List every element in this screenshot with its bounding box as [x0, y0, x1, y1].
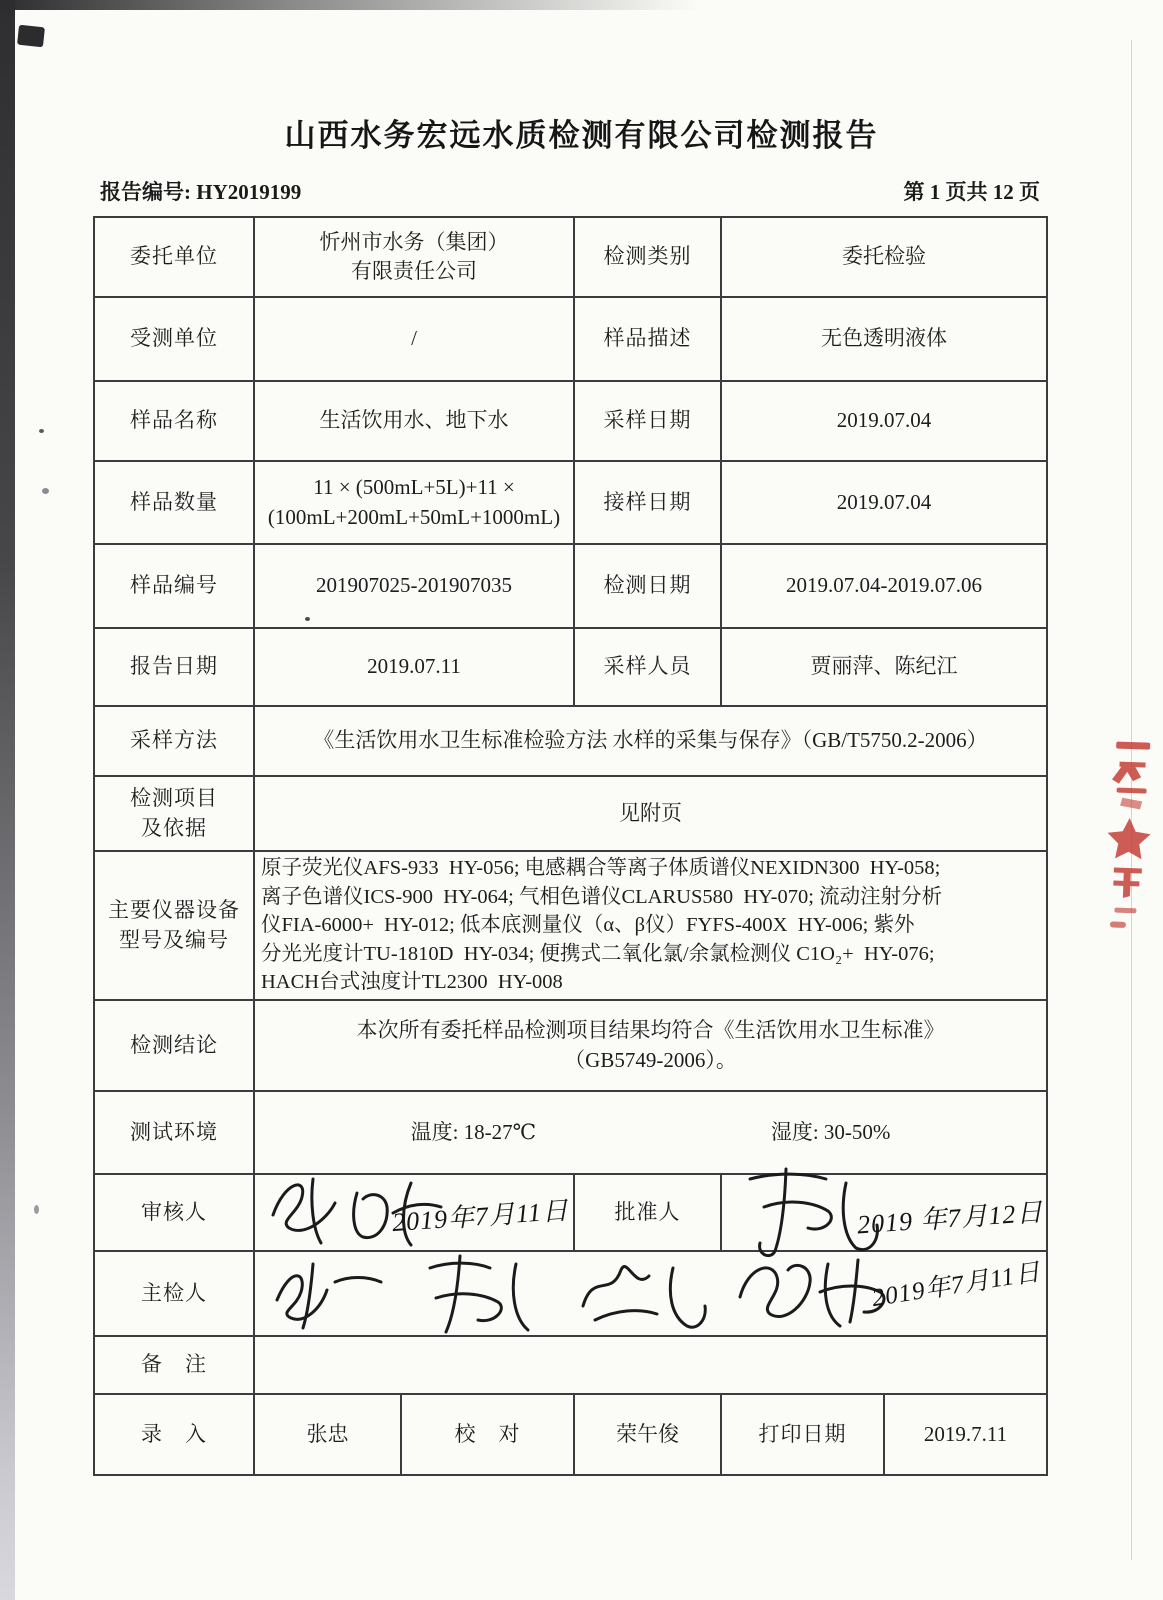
- report-date-value: 2019.07.11: [254, 628, 574, 706]
- approver-label: 批准人: [574, 1174, 721, 1251]
- instruments-line3: 仪FIA-6000+ HY-012; 低本底测量仪（α、β仪）FYFS-400X HY-006; 紫外: [261, 914, 915, 937]
- chief-signature-2: [420, 1246, 560, 1341]
- items-basis-label: [94, 776, 254, 851]
- row-entry: [94, 1394, 1047, 1475]
- report-meta-row: [100, 176, 1040, 206]
- row-tested-unit: [94, 297, 1047, 381]
- conclusion-value: [254, 1000, 1047, 1091]
- page-indicator: 第 1 页共 12 页: [903, 180, 1040, 204]
- scan-speck: [42, 488, 49, 494]
- sampler-value: 贾丽萍、陈纪江: [721, 628, 1047, 706]
- sample-name-label: 样品名称: [94, 381, 254, 461]
- tested-unit-label: 受测单位: [94, 297, 254, 381]
- sampling-date-label: 采样日期: [574, 381, 721, 461]
- reviewer-signature-cell: [254, 1174, 574, 1251]
- red-seal: [1103, 740, 1155, 935]
- receive-date-label: 接样日期: [574, 461, 721, 544]
- sampling-method-value: 《生活饮用水卫生标准检验方法 水样的采集与保存》（GB/T5750.2-2006）: [254, 706, 1047, 776]
- test-type-value: 委托检验: [721, 217, 1047, 297]
- conclusion-line1: 本次所有委托样品检测项目结果均符合《生活饮用水卫生标准》: [356, 1018, 945, 1043]
- receive-date-value: 2019.07.04: [721, 461, 1047, 544]
- remarks-label: 备 注: [94, 1336, 254, 1394]
- instruments-line4: 分光光度计TU-1810D HY-034; 便携式二氧化氯/余氯检测仪 C1O₂+ HY-076;: [261, 942, 935, 965]
- sample-qty-line2: (100mL+200mL+50mL+1000mL): [267, 504, 561, 529]
- row-sample-qty: [94, 461, 1047, 544]
- approver-signature-cell: [721, 1174, 1047, 1251]
- row-sampling-method: [94, 706, 1047, 776]
- page-title: 山西水务宏远水质检测有限公司检测报告: [284, 118, 879, 153]
- report-table: [93, 216, 1048, 1476]
- row-review: [94, 1174, 1047, 1251]
- report-number: 报告编号: HY2019199: [100, 180, 302, 204]
- sampling-date-value: 2019.07.04: [721, 381, 1047, 461]
- instruments-line1: 原子荧光仪AFS-933 HY-056; 电感耦合等离子体质谱仪NEXIDN300 HY-058;: [261, 857, 941, 880]
- row-sample-name: [94, 381, 1047, 461]
- test-date-value: 2019.07.04-2019.07.06: [721, 544, 1047, 628]
- test-type-label: 检测类别: [574, 217, 721, 297]
- row-chief-inspector: [94, 1251, 1047, 1336]
- sample-qty-label: 样品数量: [94, 461, 254, 544]
- conclusion-label: 检测结论: [94, 1000, 254, 1091]
- sampler-label: 采样人员: [574, 628, 721, 706]
- row-entrust-unit: [94, 217, 1047, 297]
- entrust-unit-line2: 有限责任公司: [351, 259, 477, 283]
- reviewer-label: 审核人: [94, 1174, 254, 1251]
- sampling-method-label: 采样方法: [94, 706, 254, 776]
- instruments-label-line1: 主要仪器设备: [108, 898, 240, 923]
- scan-speck: [17, 25, 45, 48]
- items-basis-label-line1: 检测项目: [130, 786, 218, 811]
- items-basis-value: 见附页: [254, 776, 1047, 851]
- instruments-label-line2: 型号及编号: [119, 927, 229, 952]
- chief-signature-1: [269, 1252, 399, 1337]
- instruments-line2: 离子色谱仪ICS-900 HY-064; 气相色谱仪CLARUS580 HY-070; 流动注射分析: [261, 885, 943, 908]
- remarks-value: [254, 1336, 1047, 1394]
- scan-speck: [39, 429, 44, 433]
- scan-speck: [34, 1205, 39, 1214]
- scan-edge-top: [0, 0, 1163, 10]
- entry-value: 张忠: [254, 1394, 401, 1475]
- row-sample-no: [94, 544, 1047, 628]
- entrust-unit-label: 委托单位: [94, 217, 254, 297]
- environment-temperature: 温度: 18-27℃: [410, 1119, 537, 1144]
- chief-date: 2019年7月11日: [870, 1258, 1044, 1313]
- sample-desc-value: 无色透明液体: [721, 297, 1047, 381]
- report-date-label: 报告日期: [94, 628, 254, 706]
- scan-edge-left: [0, 0, 15, 1600]
- sample-desc-label: 样品描述: [574, 297, 721, 381]
- row-conclusion: [94, 1000, 1047, 1091]
- row-environment: [94, 1091, 1047, 1174]
- sample-name-value: 生活饮用水、地下水: [254, 381, 574, 461]
- chief-signatures-cell: [254, 1251, 1047, 1336]
- print-date-value: 2019.7.11: [884, 1394, 1047, 1475]
- entry-label: 录 入: [94, 1394, 254, 1475]
- row-items-basis: [94, 776, 1047, 851]
- conclusion-line2: （GB5749-2006）。: [564, 1047, 737, 1072]
- tested-unit-value: /: [254, 297, 574, 381]
- print-date-label: 打印日期: [721, 1394, 884, 1475]
- entrust-unit-line1: 忻州市水务（集团）: [319, 229, 509, 254]
- entrust-unit-value: [254, 217, 574, 297]
- chief-signature-3: [575, 1248, 715, 1338]
- chief-inspector-label: 主检人: [94, 1251, 254, 1336]
- sample-no-value: 201907025-201907035: [254, 544, 574, 628]
- row-report-date: [94, 628, 1047, 706]
- row-instruments: [94, 851, 1047, 1000]
- items-basis-label-line2: 及依据: [141, 815, 207, 840]
- proofread-value: 荣午俊: [574, 1394, 721, 1475]
- environment-humidity: 湿度: 30-50%: [770, 1119, 891, 1144]
- test-date-label: 检测日期: [574, 544, 721, 628]
- environment-value: [254, 1091, 1047, 1174]
- environment-label: 测试环境: [94, 1091, 254, 1174]
- sample-no-label: 样品编号: [94, 544, 254, 628]
- reviewer-date: 2019年7月11日: [391, 1195, 570, 1238]
- row-remarks: [94, 1336, 1047, 1394]
- instruments-line5: HACH台式浊度计TL2300 HY-008: [261, 971, 563, 994]
- instruments-value: [254, 851, 1047, 1000]
- proofread-label: 校 对: [401, 1394, 574, 1475]
- instruments-label: [94, 851, 254, 1000]
- sample-qty-value: [254, 461, 574, 544]
- approver-date: 2019 年7月12日: [856, 1197, 1045, 1240]
- sample-qty-line1: 11 × (500mL+5L)+11 ×: [313, 475, 515, 500]
